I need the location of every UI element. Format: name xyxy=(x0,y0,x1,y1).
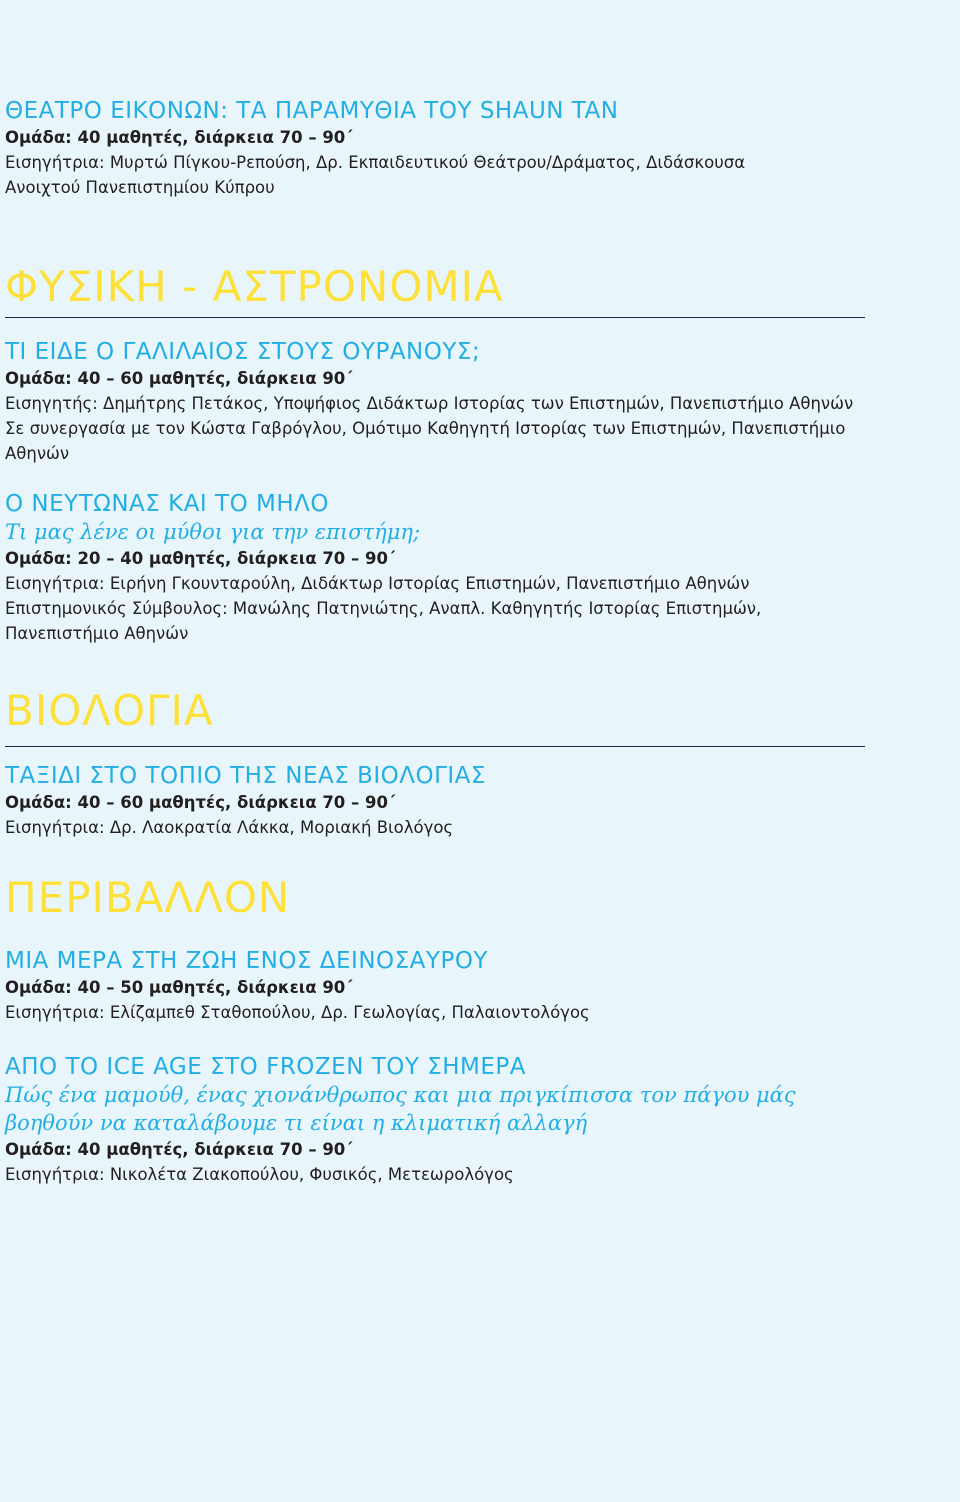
workshop-collaboration-cont: Αθηνών xyxy=(5,444,70,463)
workshop-subtitle: Πώς ένα μαμούθ, ένας χιονάνθρωπος και μια πριγκίπισσα τον πάγου μάς xyxy=(5,1083,796,1107)
workshop-group-info: Ομάδα: 40 μαθητές, διάρκεια 70 – 90΄ xyxy=(5,128,353,147)
workshop-dinosaur xyxy=(5,947,865,1025)
section-heading-physics-astronomy: ΦΥΣΙΚΗ - ΑΣΤΡΟΝΟΜΙΑ xyxy=(5,262,504,311)
workshop-title: ΤΑΞΙΔΙ ΣΤΟ ΤΟΠΙΟ ΤΗΣ ΝΕΑΣ ΒΙΟΛΟΓΙΑΣ xyxy=(5,763,486,789)
section-divider xyxy=(5,317,865,318)
workshop-subtitle-cont: βοηθούν να καταλάβουμε τι είναι η κλιματική αλλαγή xyxy=(5,1111,588,1135)
section-heading-environment: ΠΕΡΙΒΑΛΛΟΝ xyxy=(5,873,291,922)
workshop-collaboration: Σε συνεργασία με τον Κώστα Γαβρόγλου, Ομότιμο Καθηγητή Ιστορίας των Επιστημών, Πανεπιστήμιο xyxy=(5,419,846,438)
workshop-advisor-cont: Πανεπιστήμιο Αθηνών xyxy=(5,624,189,643)
workshop-shaun-tan xyxy=(5,97,865,200)
workshop-speaker: Εισηγητής: Δημήτρης Πετάκος, Υποψήφιος Διδάκτωρ Ιστορίας των Επιστημών, Πανεπιστήμιο Αθηνών xyxy=(5,394,854,413)
workshop-subtitle: Τι μας λένε οι μύθοι για την επιστήμη; xyxy=(5,520,421,544)
workshop-group-info: Ομάδα: 40 μαθητές, διάρκεια 70 – 90΄ xyxy=(5,1140,353,1159)
workshop-group-info: Ομάδα: 40 – 60 μαθητές, διάρκεια 70 – 90΄ xyxy=(5,793,396,812)
workshop-ice-age xyxy=(5,1053,865,1187)
workshop-advisor: Επιστημονικός Σύμβουλος: Μανώλης Πατηνιώτης, Αναπλ. Καθηγητής Ιστορίας Επιστημών, xyxy=(5,599,762,618)
workshop-title: ΑΠΟ ΤΟ ICE AGE ΣΤΟ FROZEN ΤΟΥ ΣΗΜΕΡΑ xyxy=(5,1054,527,1080)
section-divider xyxy=(5,746,865,747)
workshop-group-info: Ομάδα: 40 – 50 μαθητές, διάρκεια 90΄ xyxy=(5,978,353,997)
workshop-title: ΤΙ ΕΙΔΕ Ο ΓΑΛΙΛΑΙΟΣ ΣΤΟΥΣ ΟΥΡΑΝΟΥΣ; xyxy=(5,339,481,365)
workshop-group-info: Ομάδα: 40 – 60 μαθητές, διάρκεια 90΄ xyxy=(5,369,353,388)
workshop-galileo xyxy=(5,338,865,466)
workshop-speaker: Εισηγήτρια: Ελίζαμπεθ Σταθοπούλου, Δρ. Γεωλογίας, Παλαιοντολόγος xyxy=(5,1003,590,1022)
workshop-group-info: Ομάδα: 20 – 40 μαθητές, διάρκεια 70 – 90΄ xyxy=(5,549,396,568)
workshop-title: Ο ΝΕΥΤΩΝΑΣ ΚΑΙ ΤΟ ΜΗΛΟ xyxy=(5,491,329,517)
workshop-speaker: Εισηγήτρια: Μυρτώ Πίγκου-Ρεπούση, Δρ. Εκπαιδευτικού Θεάτρου/Δράματος, Διδάσκουσα xyxy=(5,153,746,172)
workshop-speaker-cont: Ανοιχτού Πανεπιστημίου Κύπρου xyxy=(5,178,275,197)
workshop-speaker: Εισηγήτρια: Ειρήνη Γκουνταρούλη, Διδάκτωρ Ιστορίας Επιστημών, Πανεπιστήμιο Αθηνών xyxy=(5,574,750,593)
workshop-title: ΜΙΑ ΜΕΡΑ ΣΤΗ ΖΩΗ ΕΝΟΣ ΔΕΙΝΟΣΑΥΡΟΥ xyxy=(5,948,488,974)
workshop-newton xyxy=(5,490,865,646)
workshop-speaker: Εισηγήτρια: Δρ. Λαοκρατία Λάκκα, Μοριακή Βιολόγος xyxy=(5,818,454,837)
workshop-new-biology xyxy=(5,762,865,840)
section-heading-biology: ΒΙΟΛΟΓΙΑ xyxy=(5,686,214,735)
workshop-title: ΘΕΑΤΡΟ ΕΙΚΟΝΩΝ: ΤΑ ΠΑΡΑΜΥΘΙΑ ΤΟΥ SHAUN TAN xyxy=(5,98,619,124)
workshop-speaker: Εισηγήτρια: Νικολέτα Ζιακοπούλου, Φυσικός, Μετεωρολόγος xyxy=(5,1165,514,1184)
